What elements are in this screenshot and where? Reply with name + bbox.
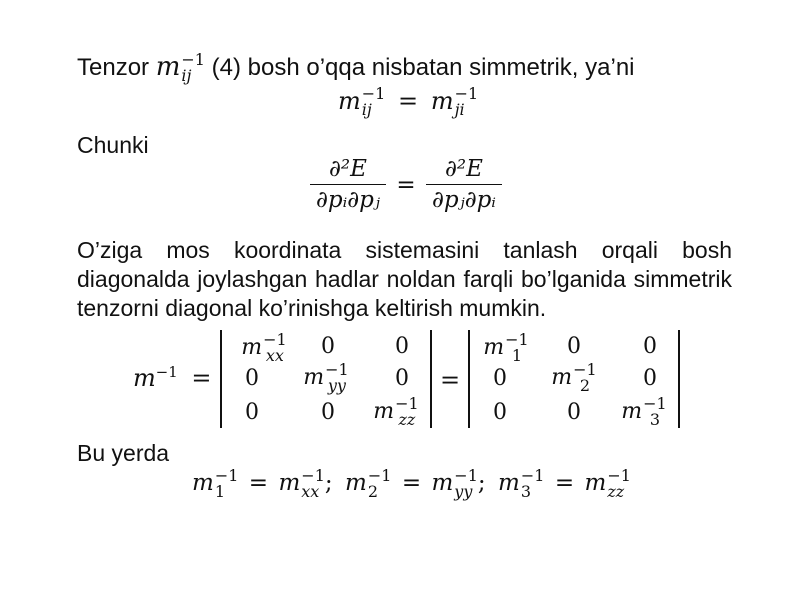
matrix-lhs: $m^{-1}$ = xyxy=(133,363,212,392)
tensor-symbol: m −1 ij xyxy=(155,50,205,85)
matrix-equals: = xyxy=(440,366,461,394)
intro-rest: (4) bosh o’qqa nisbatan simmetrik, ya’ni xyxy=(211,54,635,81)
equation-diagonal-relations: m −1 1 = m −1 xx ; m −1 2 = m −1 yy ; m −1 3 = m −1 zz xyxy=(192,466,631,501)
word-tenzor: Tenzor xyxy=(77,54,150,81)
intro-line xyxy=(77,52,635,84)
label-bu-yerda: Bu yerda xyxy=(77,440,170,466)
paragraph-text: O’ziga mos koordinata sistemasini tanlash orqali bosh diagonalda joylashgan hadlar noldan farqli bo’lganida simmetrik tenzorni diagonal ko’rinishga keltirish mumkin. xyxy=(77,237,732,321)
matrix-left: m −1 xx 0 0 0 m −1 yy 0 0 0 m −1 zz xyxy=(220,330,432,428)
label-chunki: Chunki xyxy=(77,132,149,158)
equation-symmetry: m −1 ij = m −1 ji xyxy=(338,84,479,119)
matrix-right: m −1 1 0 0 0 m −1 2 0 0 0 m −1 3 xyxy=(468,330,680,428)
equation-derivatives: $\frac{\text{∂²E}}{\text{∂pᵢ∂pⱼ}}$ = $\frac{\text{∂²E}}{\text{∂pⱼ∂pᵢ}}$ xyxy=(310,156,502,213)
fraction-right: $\frac{\text{∂²E}}{\text{∂pⱼ∂pᵢ}}$ xyxy=(426,156,502,213)
fraction-left: $\frac{\text{∂²E}}{\text{∂pᵢ∂pⱼ}}$ xyxy=(310,156,386,213)
